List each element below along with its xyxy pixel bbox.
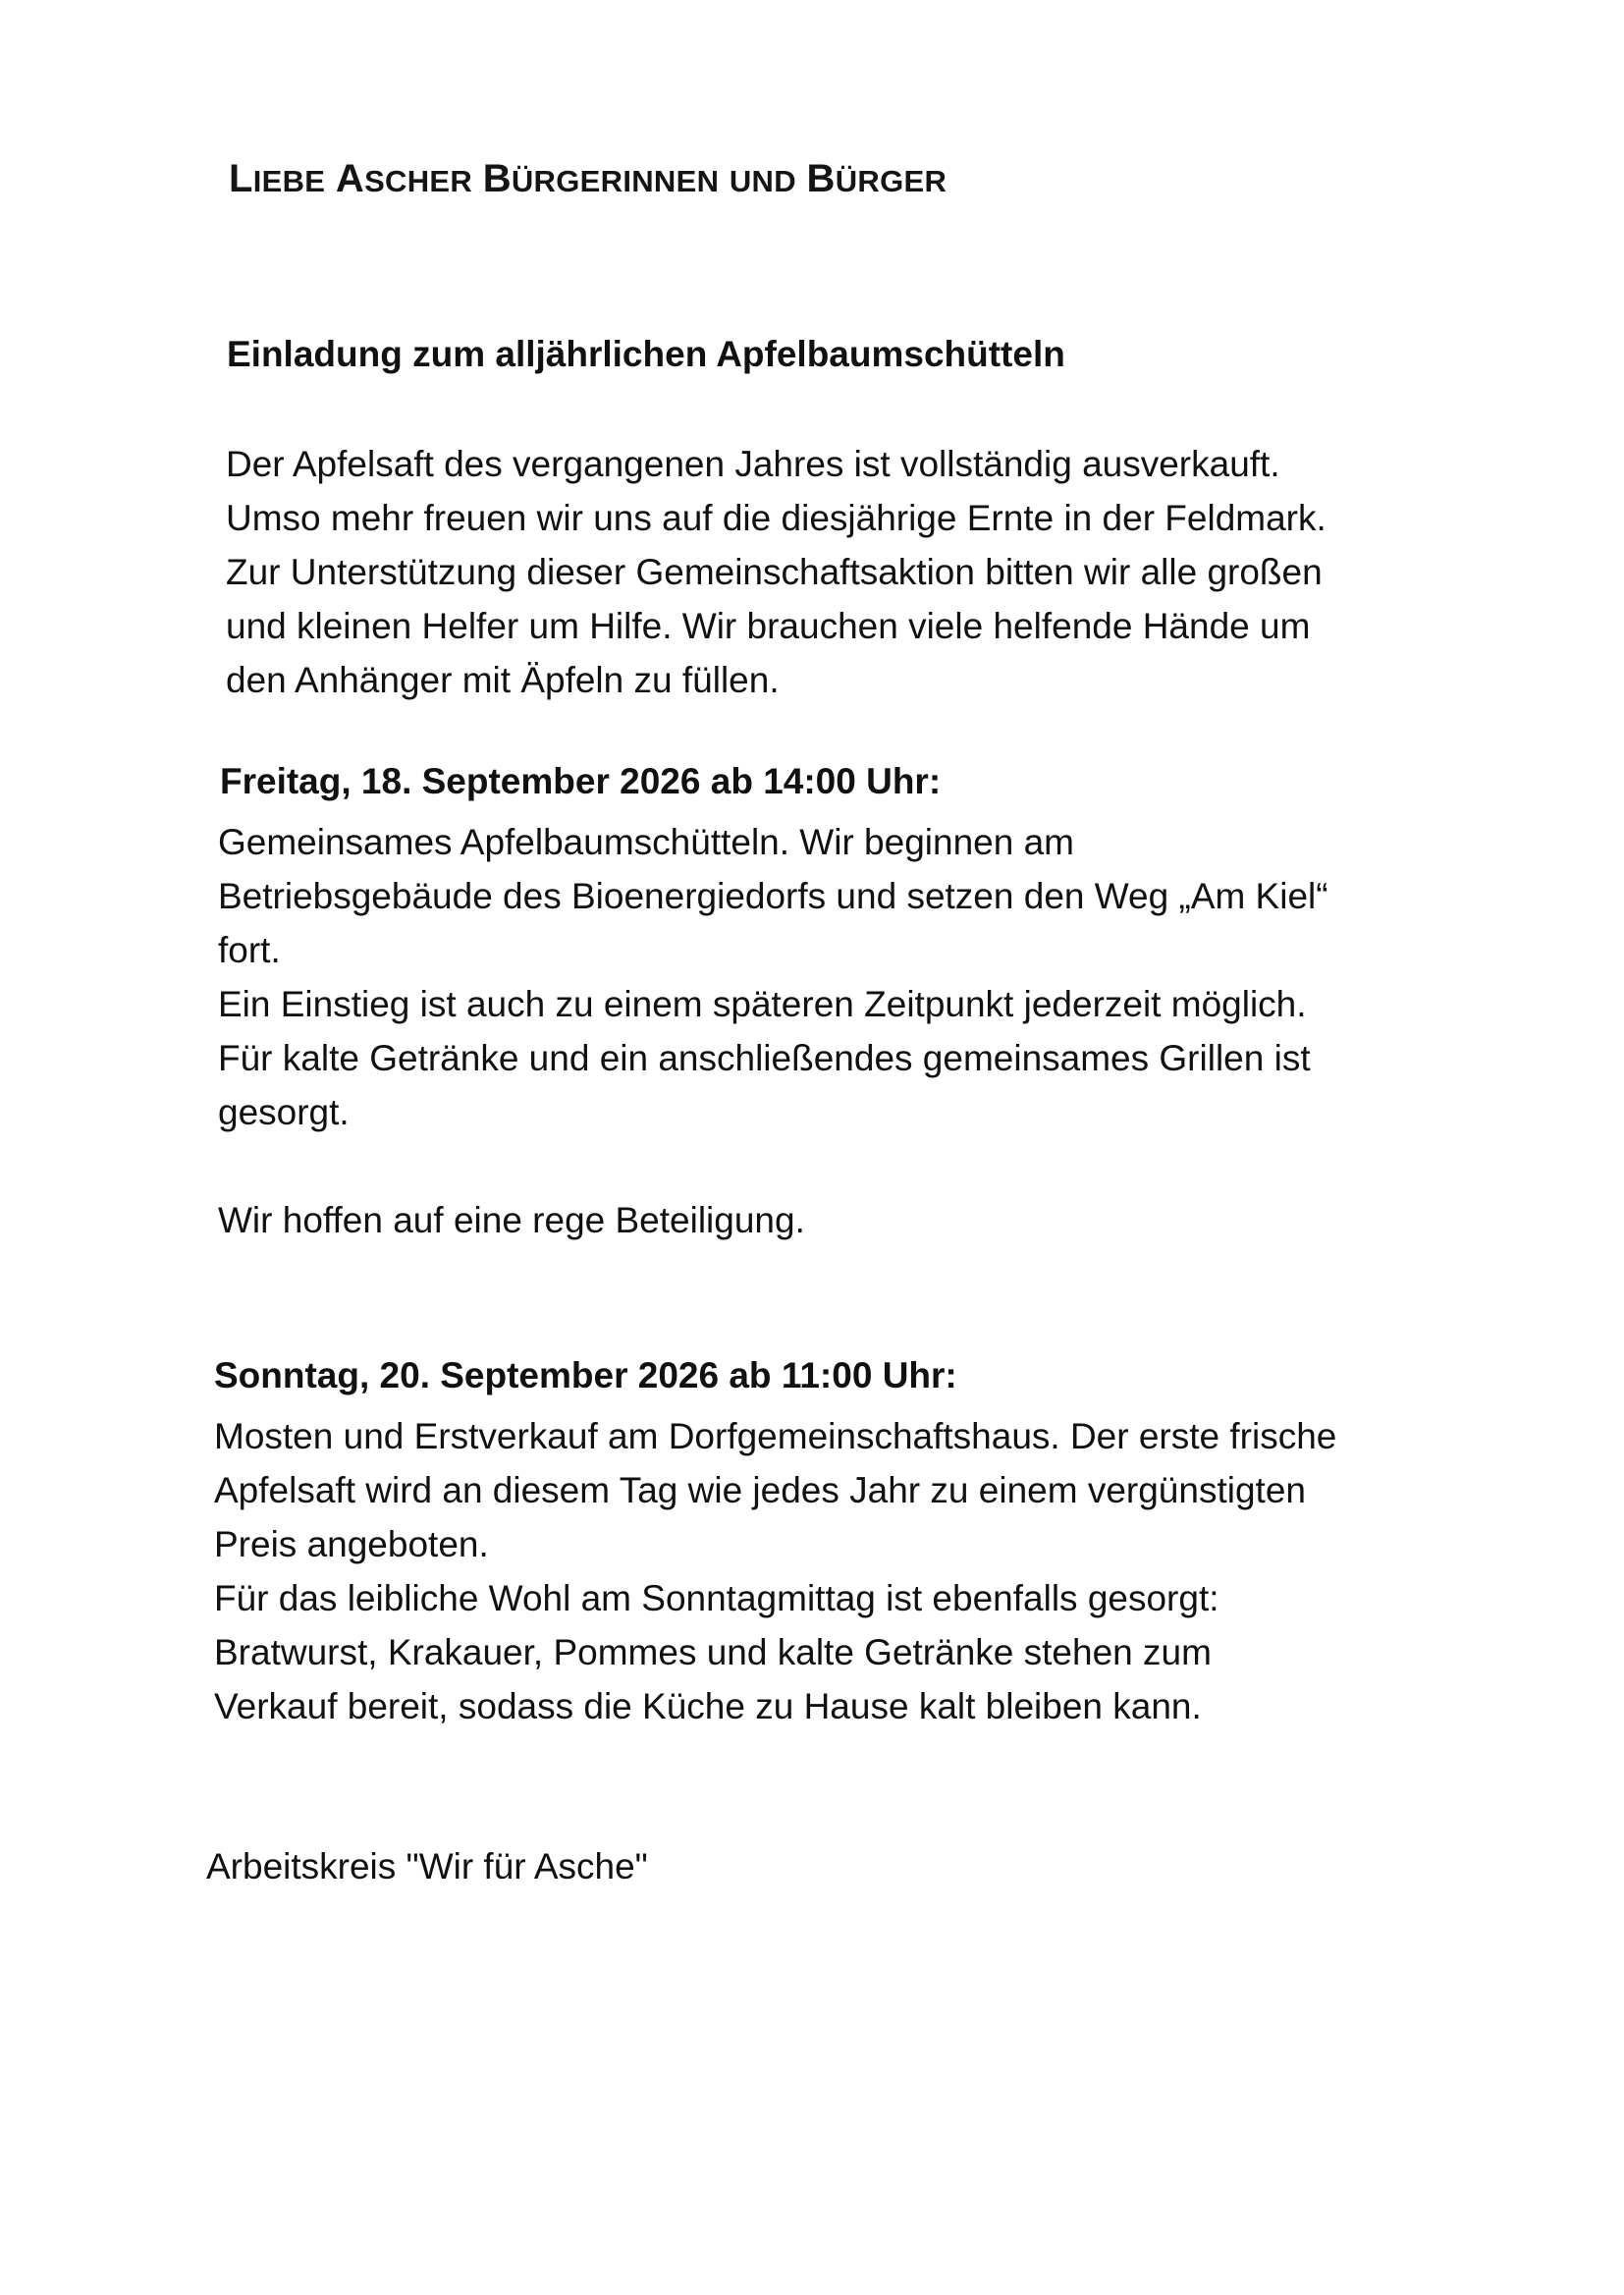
sunday-line: Apfelsaft wird an diesem Tag wie jedes Jahr zu einem vergünstigten bbox=[214, 1470, 1306, 1510]
closing-hope-text: Wir hoffen auf eine rege Beteiligung. bbox=[218, 1200, 805, 1240]
intro-line: Der Apfelsaft des vergangenen Jahres ist vollständig ausverkauft. bbox=[226, 444, 1280, 484]
friday-event-description bbox=[218, 815, 1328, 1139]
intro-line: den Anhänger mit Äpfeln zu füllen. bbox=[226, 660, 780, 700]
friday-line: fort. bbox=[218, 930, 281, 970]
friday-line: Betriebsgebäude des Bioenergiedorfs und setzen den Weg „Am Kiel“ bbox=[218, 876, 1328, 916]
intro-line: und kleinen Helfer um Hilfe. Wir brauchen viele helfende Hände um bbox=[226, 606, 1311, 646]
sunday-line: Für das leibliche Wohl am Sonntagmittag ist ebenfalls gesorgt: bbox=[214, 1578, 1219, 1618]
greeting-word: UND bbox=[729, 164, 796, 198]
greeting-word: ÜRGERINNEN bbox=[511, 164, 720, 198]
sunday-line: Mosten und Erstverkauf am Dorfgemeinschaftshaus. Der erste frische bbox=[214, 1416, 1337, 1456]
greeting-word: SCHER bbox=[364, 164, 473, 198]
greeting-initial: B bbox=[806, 157, 836, 200]
sunday-line: Verkauf bereit, sodass die Küche zu Hause kalt bleiben kann. bbox=[214, 1686, 1202, 1726]
friday-line: Für kalte Getränke und ein anschließendes gemeinsames Grillen ist bbox=[218, 1038, 1311, 1078]
sunday-line: Bratwurst, Krakauer, Pommes und kalte Getränke stehen zum bbox=[214, 1632, 1212, 1672]
friday-line: Ein Einstieg ist auch zu einem späteren Zeitpunkt jederzeit möglich. bbox=[218, 984, 1307, 1024]
invitation-heading: Einladung zum alljährlichen Apfelbaumschütteln bbox=[227, 334, 1065, 374]
sunday-event-description bbox=[214, 1409, 1336, 1733]
sunday-line: Preis angeboten. bbox=[214, 1524, 489, 1564]
greeting-initial: A bbox=[335, 157, 365, 200]
intro-paragraph bbox=[226, 437, 1326, 707]
intro-line: Zur Unterstützung dieser Gemeinschaftsaktion bitten wir alle großen bbox=[226, 552, 1323, 592]
greeting-initial: L bbox=[229, 157, 253, 200]
friday-line: Gemeinsames Apfelbaumschütteln. Wir beginnen am bbox=[218, 822, 1074, 862]
sunday-event-title: Sonntag, 20. September 2026 ab 11:00 Uhr: bbox=[214, 1355, 957, 1395]
greeting-salutation bbox=[229, 157, 947, 201]
friday-event-title: Freitag, 18. September 2026 ab 14:00 Uhr: bbox=[220, 761, 942, 801]
signature-organization: Arbeitskreis "Wir für Asche" bbox=[206, 1846, 648, 1886]
friday-line: gesorgt. bbox=[218, 1092, 350, 1132]
intro-line: Umso mehr freuen wir uns auf die diesjährige Ernte in der Feldmark. bbox=[226, 498, 1326, 538]
greeting-initial: B bbox=[482, 157, 512, 200]
greeting-word: ÜRGER bbox=[835, 164, 947, 198]
greeting-word: IEBE bbox=[252, 164, 326, 198]
